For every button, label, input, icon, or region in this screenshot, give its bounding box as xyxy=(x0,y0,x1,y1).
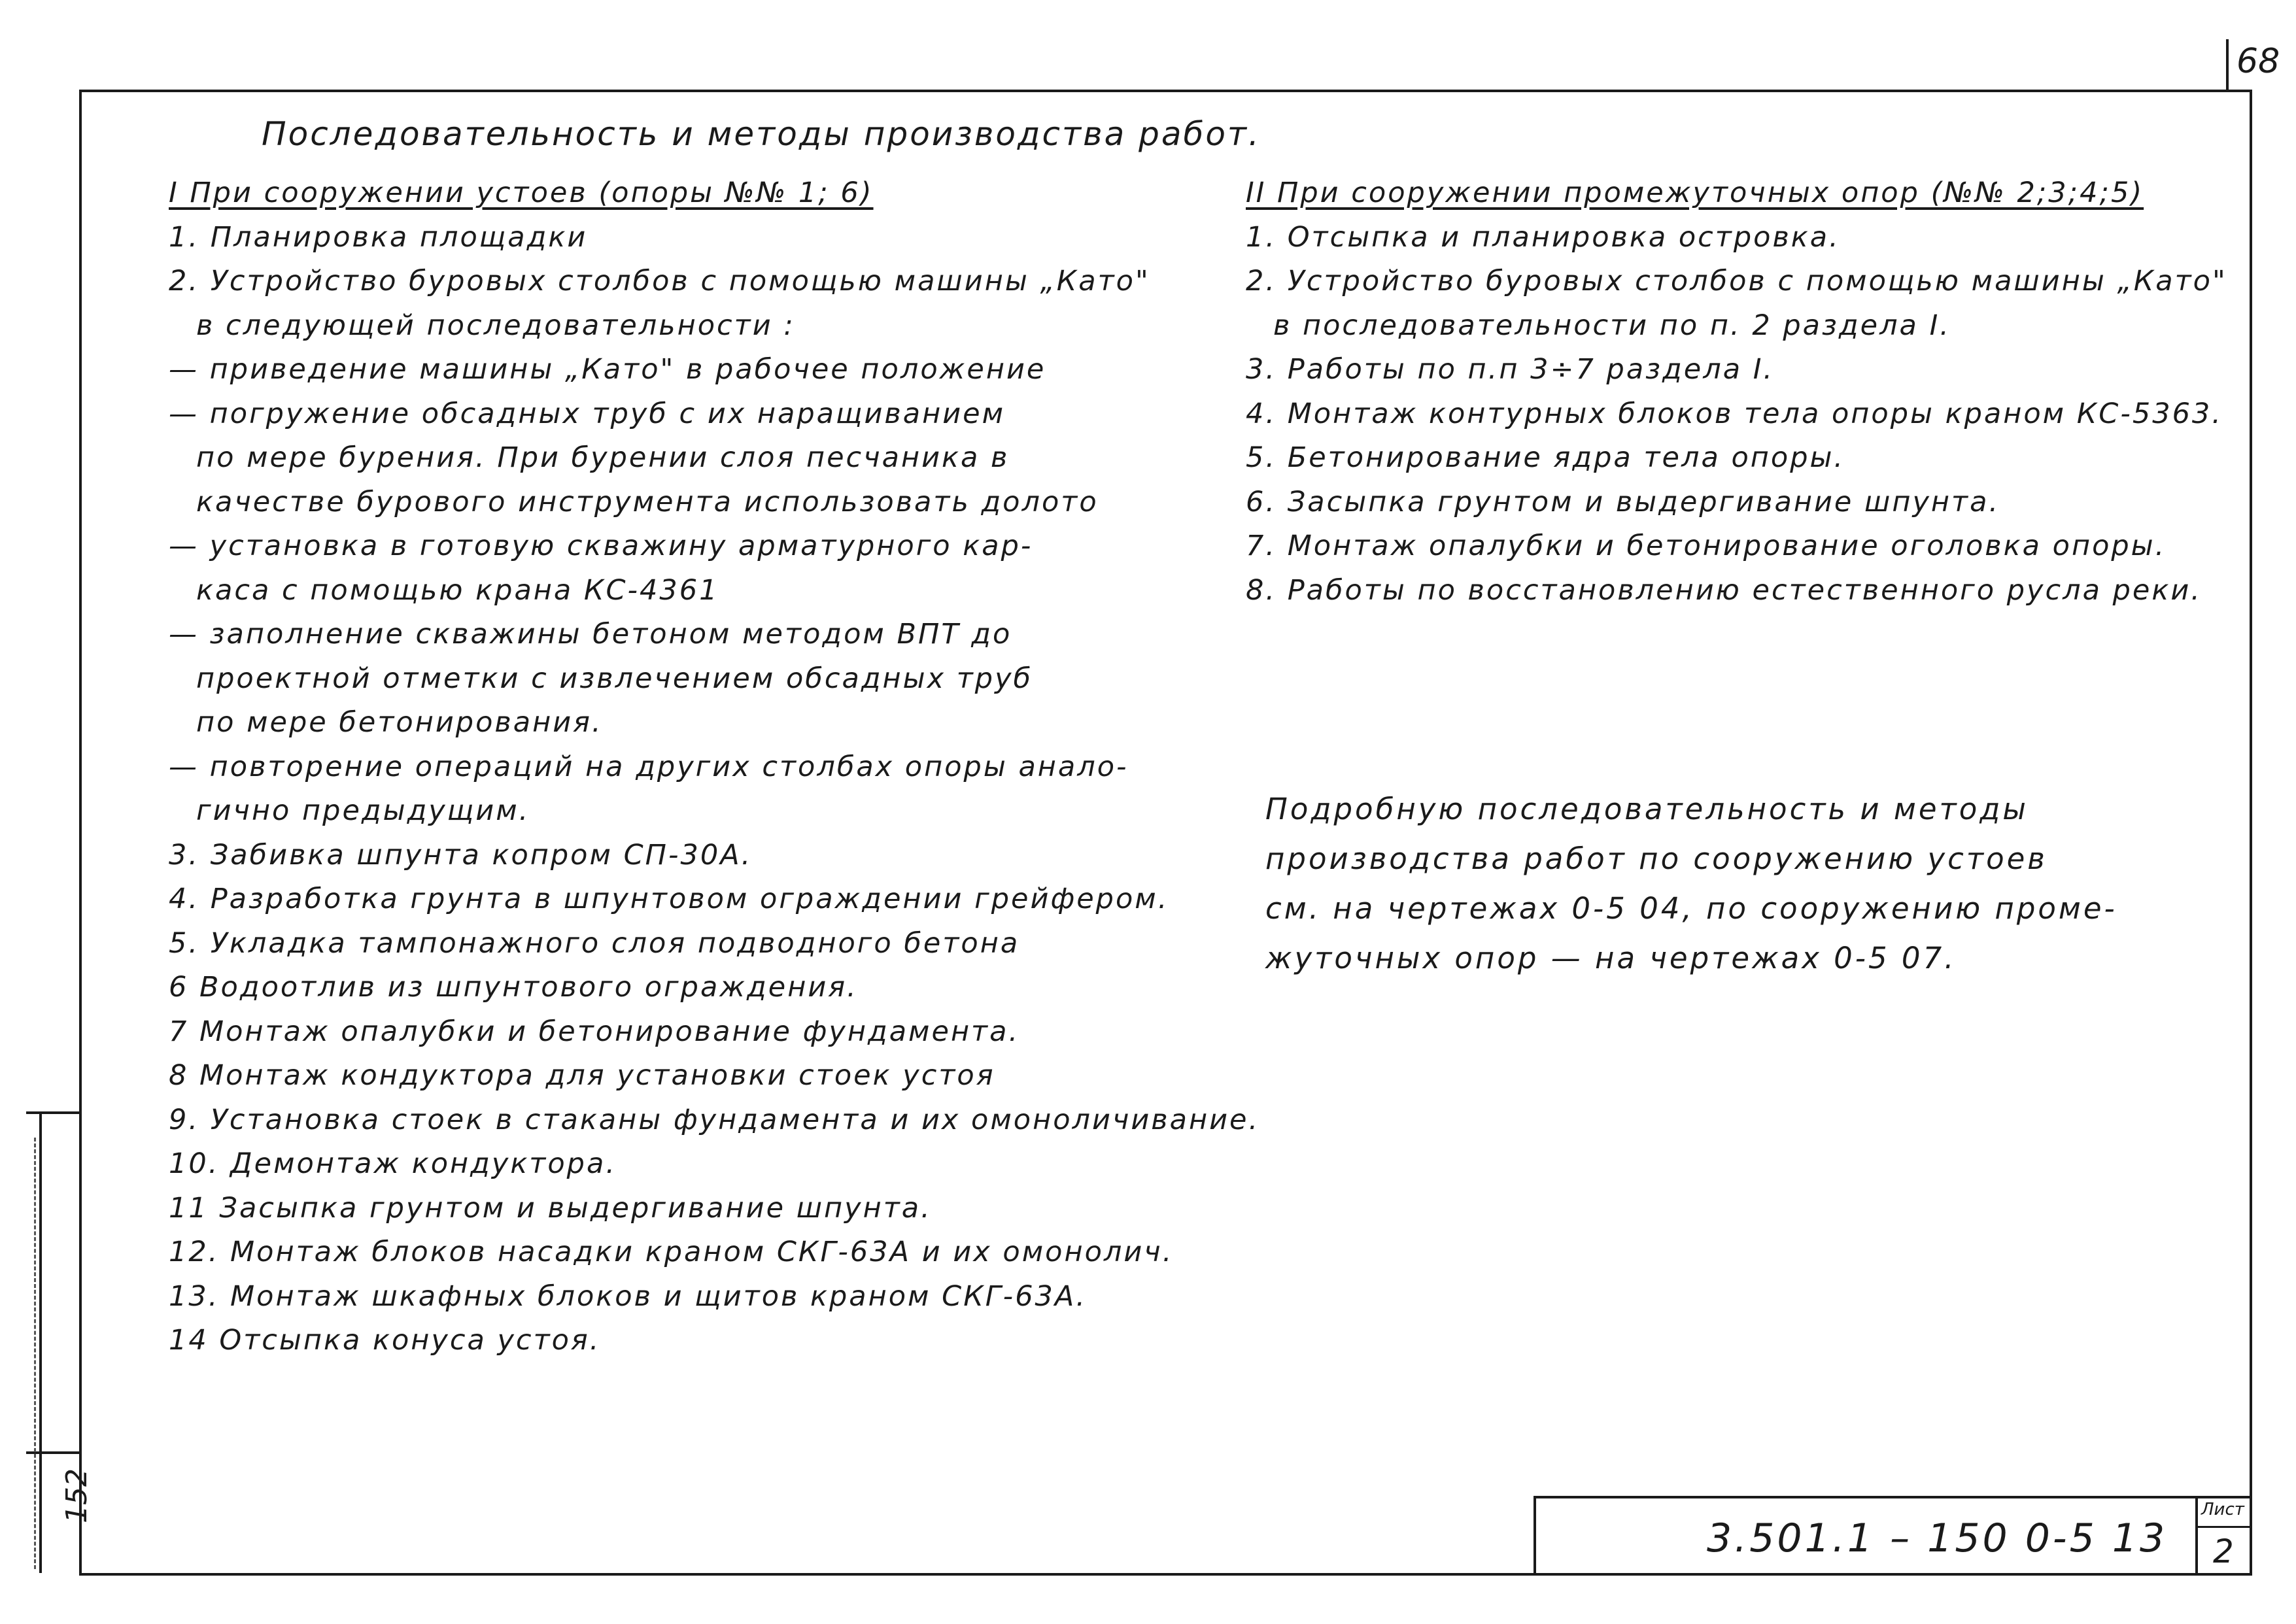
page-number-divider xyxy=(2226,39,2229,92)
list-item: — погружение обсадных труб с их наращиванием xyxy=(169,397,1006,430)
list-item: каса с помощью крана КС-4361 xyxy=(196,573,719,607)
list-item: 8. Работы по восстановлению естественного русла реки. xyxy=(1246,573,2202,607)
reference-note xyxy=(1265,785,2227,983)
binding-margin-top-tick xyxy=(26,1111,82,1114)
list-item: 10. Демонтаж кондуктора. xyxy=(169,1147,617,1180)
list-item: 3. Забивка шпунта копром СП-30А. xyxy=(169,838,753,871)
document-title: Последовательность и методы производства работ. xyxy=(262,115,1261,153)
right-section xyxy=(1246,171,2240,613)
list-item: качестве бурового инструмента использовать долото xyxy=(196,485,1099,518)
list-item: 6 Водоотлив из шпунтового ограждения. xyxy=(169,971,858,1004)
inventory-number: 152 xyxy=(60,1468,94,1523)
note-line: жуточных опор — на чертежах 0-5 07. xyxy=(1265,941,1957,975)
list-item: по мере бурения. При бурении слоя песчаника в xyxy=(196,441,1010,474)
list-item: 5. Укладка тампонажного слоя подводного бетона xyxy=(169,926,1020,960)
list-item: 14 Отсыпка конуса устоя. xyxy=(169,1324,601,1357)
list-item: в следующей последовательности : xyxy=(196,309,795,342)
left-section-heading: I При сооружении устоев (опоры №№ 1; 6) xyxy=(169,177,874,209)
list-item: — установка в готовую скважину арматурного кар- xyxy=(169,530,1033,562)
note-line: производства работ по сооружению устоев xyxy=(1265,841,2048,876)
list-item: 5. Бетонирование ядра тела опоры. xyxy=(1246,441,1845,474)
left-section xyxy=(169,171,1260,1363)
list-item: 12. Монтаж блоков насадки краном СКГ-63А и их омонолич. xyxy=(169,1236,1174,1268)
list-item: 4. Разработка грунта в шпунтовом ограждении грейфером. xyxy=(169,883,1169,915)
list-item: 3. Работы по п.п 3÷7 раздела I. xyxy=(1246,353,1775,386)
drawing-code: 3.501.1 – 150 0-5 13 xyxy=(1707,1515,2168,1561)
list-item: по мере бетонирования. xyxy=(196,706,603,739)
list-item: 2. Устройство буровых столбов с помощью машины „Като" xyxy=(169,265,1150,297)
sheet-label: Лист xyxy=(2201,1500,2244,1519)
note-line: см. на чертежах 0-5 04, по сооружению проме- xyxy=(1265,891,2117,926)
note-line: Подробную последовательность и методы xyxy=(1265,792,2029,826)
right-section-heading: II При сооружении промежуточных опор (№№ 2;3;4;5) xyxy=(1246,177,2144,209)
list-item: 7. Монтаж опалубки и бетонирование оголовка опоры. xyxy=(1246,530,2167,562)
list-item: гично предыдущим. xyxy=(196,794,530,827)
list-item: 9. Установка стоек в стаканы фундамента и их омоноличивание. xyxy=(169,1103,1260,1136)
sheet-box-divider xyxy=(2195,1526,2252,1528)
list-item: 13. Монтаж шкафных блоков и щитов краном СКГ-63А. xyxy=(169,1279,1087,1313)
page-number: 68 xyxy=(2236,42,2280,81)
list-item: 2. Устройство буровых столбов с помощью машины „Като" xyxy=(1246,265,2227,297)
list-item: — заполнение скважины бетоном методом ВПТ до xyxy=(169,618,1012,651)
list-item: проектной отметки с извлечением обсадных труб xyxy=(196,662,1033,695)
list-item: — приведение машины „Като" в рабочее положение xyxy=(169,353,1046,386)
list-item: 1. Планировка площадки xyxy=(169,220,588,254)
list-item: 8 Монтаж кондуктора для установки стоек устоя xyxy=(169,1059,995,1092)
list-item: 4. Монтаж контурных блоков тела опоры краном КС-5363. xyxy=(1246,397,2223,430)
list-item: 7 Монтаж опалубки и бетонирование фундамента. xyxy=(169,1015,1020,1048)
list-item: 1. Отсыпка и планировка островка. xyxy=(1246,220,1840,254)
sheet-number: 2 xyxy=(2213,1532,2234,1570)
list-item: 6. Засыпка грунтом и выдергивание шпунта. xyxy=(1246,485,2000,518)
list-item: — повторение операций на других столбах опоры анало- xyxy=(169,750,1129,783)
list-item: 11 Засыпка грунтом и выдергивание шпунта. xyxy=(169,1191,932,1225)
list-item: в последовательности по п. 2 раздела I. xyxy=(1273,309,1951,342)
binding-margin-dashes xyxy=(34,1138,49,1569)
